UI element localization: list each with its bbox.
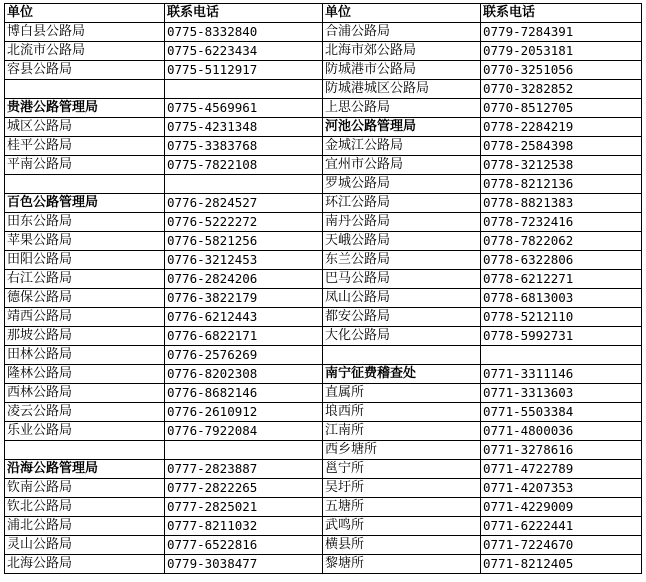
left-unit-cell: 容县公路局 xyxy=(5,61,165,80)
left-phone-cell: 0776-2610912 xyxy=(165,403,323,422)
table-row xyxy=(5,194,642,213)
left-phone-cell: 0776-3822179 xyxy=(165,289,323,308)
left-unit-cell: 桂平公路局 xyxy=(5,137,165,156)
left-unit-cell: 右江公路局 xyxy=(5,270,165,289)
left-phone-cell: 0775-5112917 xyxy=(165,61,323,80)
right-unit-cell: 武鸣所 xyxy=(323,517,481,536)
right-phone-cell: 0771-4229009 xyxy=(481,498,642,517)
left-unit-cell xyxy=(5,80,165,99)
right-unit-cell: 合浦公路局 xyxy=(323,23,481,42)
left-unit-cell xyxy=(5,441,165,460)
header-unit-right: 单位 xyxy=(323,4,481,23)
left-unit-cell: 钦北公路局 xyxy=(5,498,165,517)
left-unit-cell: 北海公路局 xyxy=(5,555,165,574)
right-unit-cell: 南丹公路局 xyxy=(323,213,481,232)
header-unit-left: 单位 xyxy=(5,4,165,23)
right-phone-cell: 0771-5503384 xyxy=(481,403,642,422)
table-row xyxy=(5,99,642,118)
table-row xyxy=(5,80,642,99)
left-phone-cell: 0777-8211032 xyxy=(165,517,323,536)
right-unit-cell: 天峨公路局 xyxy=(323,232,481,251)
left-unit-cell: 田林公路局 xyxy=(5,346,165,365)
right-phone-cell: 0771-3278616 xyxy=(481,441,642,460)
right-unit-cell: 五塘所 xyxy=(323,498,481,517)
left-unit-cell: 百色公路管理局 xyxy=(5,194,165,213)
table-row xyxy=(5,479,642,498)
left-unit-cell: 贵港公路管理局 xyxy=(5,99,165,118)
right-phone-cell: 0770-3251056 xyxy=(481,61,642,80)
right-phone-cell: 0778-7232416 xyxy=(481,213,642,232)
right-unit-cell xyxy=(323,346,481,365)
left-phone-cell: 0776-8202308 xyxy=(165,365,323,384)
header-row xyxy=(5,4,642,23)
right-unit-cell: 直属所 xyxy=(323,384,481,403)
left-phone-cell: 0776-5821256 xyxy=(165,232,323,251)
table-row xyxy=(5,327,642,346)
left-phone-cell: 0775-7822108 xyxy=(165,156,323,175)
right-phone-cell: 0779-7284391 xyxy=(481,23,642,42)
left-unit-cell: 田阳公路局 xyxy=(5,251,165,270)
table-row xyxy=(5,213,642,232)
left-phone-cell: 0779-3038477 xyxy=(165,555,323,574)
left-phone-cell: 0776-2576269 xyxy=(165,346,323,365)
left-phone-cell: 0775-4231348 xyxy=(165,118,323,137)
right-unit-cell: 黎塘所 xyxy=(323,555,481,574)
table-row xyxy=(5,251,642,270)
contacts-table xyxy=(4,3,642,574)
right-phone-cell: 0778-7822062 xyxy=(481,232,642,251)
left-unit-cell: 凌云公路局 xyxy=(5,403,165,422)
table-row xyxy=(5,422,642,441)
table-row xyxy=(5,232,642,251)
right-unit-cell: 宜州市公路局 xyxy=(323,156,481,175)
table-row xyxy=(5,365,642,384)
left-phone-cell: 0776-2824527 xyxy=(165,194,323,213)
right-unit-cell: 北海市郊公路局 xyxy=(323,42,481,61)
table-row xyxy=(5,289,642,308)
right-unit-cell: 江南所 xyxy=(323,422,481,441)
left-unit-cell: 苹果公路局 xyxy=(5,232,165,251)
left-unit-cell: 浦北公路局 xyxy=(5,517,165,536)
left-phone-cell: 0775-6223434 xyxy=(165,42,323,61)
left-unit-cell: 博白县公路局 xyxy=(5,23,165,42)
right-phone-cell: 0778-6212271 xyxy=(481,270,642,289)
left-phone-cell: 0775-3383768 xyxy=(165,137,323,156)
right-phone-cell: 0778-5992731 xyxy=(481,327,642,346)
right-phone-cell: 0771-7224670 xyxy=(481,536,642,555)
right-unit-cell: 西乡塘所 xyxy=(323,441,481,460)
right-phone-cell: 0771-4207353 xyxy=(481,479,642,498)
left-unit-cell: 乐业公路局 xyxy=(5,422,165,441)
right-unit-cell: 防城港市公路局 xyxy=(323,61,481,80)
right-phone-cell: 0771-6222441 xyxy=(481,517,642,536)
left-phone-cell: 0776-6822171 xyxy=(165,327,323,346)
table-body xyxy=(5,23,642,574)
left-unit-cell: 城区公路局 xyxy=(5,118,165,137)
left-unit-cell: 靖西公路局 xyxy=(5,308,165,327)
left-unit-cell: 德保公路局 xyxy=(5,289,165,308)
right-unit-cell: 环江公路局 xyxy=(323,194,481,213)
left-unit-cell: 平南公路局 xyxy=(5,156,165,175)
table-row xyxy=(5,137,642,156)
left-phone-cell: 0776-6212443 xyxy=(165,308,323,327)
left-phone-cell: 0777-2822265 xyxy=(165,479,323,498)
right-phone-cell: 0778-2584398 xyxy=(481,137,642,156)
table-row xyxy=(5,536,642,555)
left-unit-cell: 西林公路局 xyxy=(5,384,165,403)
left-unit-cell xyxy=(5,175,165,194)
table-row xyxy=(5,308,642,327)
right-unit-cell: 上思公路局 xyxy=(323,99,481,118)
right-unit-cell: 凤山公路局 xyxy=(323,289,481,308)
table-row xyxy=(5,441,642,460)
left-phone-cell: 0775-8332840 xyxy=(165,23,323,42)
left-phone-cell: 0776-7922084 xyxy=(165,422,323,441)
right-unit-cell: 邕宁所 xyxy=(323,460,481,479)
right-phone-cell: 0771-8212405 xyxy=(481,555,642,574)
left-phone-cell xyxy=(165,175,323,194)
left-unit-cell: 钦南公路局 xyxy=(5,479,165,498)
right-unit-cell: 都安公路局 xyxy=(323,308,481,327)
right-phone-cell: 0771-3313603 xyxy=(481,384,642,403)
right-unit-cell: 巴马公路局 xyxy=(323,270,481,289)
left-phone-cell: 0776-2824206 xyxy=(165,270,323,289)
right-phone-cell: 0778-6322806 xyxy=(481,251,642,270)
table-row xyxy=(5,517,642,536)
left-phone-cell xyxy=(165,80,323,99)
left-phone-cell: 0777-2825021 xyxy=(165,498,323,517)
right-unit-cell: 金城江公路局 xyxy=(323,137,481,156)
right-unit-cell: 南宁征费稽查处 xyxy=(323,365,481,384)
table-row xyxy=(5,118,642,137)
right-unit-cell: 大化公路局 xyxy=(323,327,481,346)
right-unit-cell: 罗城公路局 xyxy=(323,175,481,194)
table-row xyxy=(5,555,642,574)
table-row xyxy=(5,23,642,42)
header-phone-left: 联系电话 xyxy=(165,4,323,23)
right-phone-cell: 0778-5212110 xyxy=(481,308,642,327)
right-unit-cell: 防城港城区公路局 xyxy=(323,80,481,99)
left-phone-cell: 0776-8682146 xyxy=(165,384,323,403)
left-unit-cell: 灵山公路局 xyxy=(5,536,165,555)
table-row xyxy=(5,460,642,479)
left-phone-cell: 0776-5222272 xyxy=(165,213,323,232)
right-phone-cell: 0778-2284219 xyxy=(481,118,642,137)
table-row xyxy=(5,498,642,517)
left-unit-cell: 沿海公路管理局 xyxy=(5,460,165,479)
right-phone-cell xyxy=(481,346,642,365)
right-phone-cell: 0770-8512705 xyxy=(481,99,642,118)
right-phone-cell: 0778-8821383 xyxy=(481,194,642,213)
right-unit-cell: 河池公路管理局 xyxy=(323,118,481,137)
right-phone-cell: 0778-8212136 xyxy=(481,175,642,194)
left-phone-cell: 0777-6522816 xyxy=(165,536,323,555)
header-phone-right: 联系电话 xyxy=(481,4,642,23)
left-unit-cell: 田东公路局 xyxy=(5,213,165,232)
left-unit-cell: 北流市公路局 xyxy=(5,42,165,61)
right-unit-cell: 横县所 xyxy=(323,536,481,555)
table-row xyxy=(5,403,642,422)
right-phone-cell: 0771-4722789 xyxy=(481,460,642,479)
right-phone-cell: 0770-3282852 xyxy=(481,80,642,99)
table-row xyxy=(5,42,642,61)
right-unit-cell: 埌西所 xyxy=(323,403,481,422)
table-row xyxy=(5,61,642,80)
left-phone-cell: 0775-4569961 xyxy=(165,99,323,118)
right-phone-cell: 0771-4800036 xyxy=(481,422,642,441)
table-row xyxy=(5,175,642,194)
table-row xyxy=(5,346,642,365)
right-phone-cell: 0778-3212538 xyxy=(481,156,642,175)
right-phone-cell: 0779-2053181 xyxy=(481,42,642,61)
left-phone-cell: 0777-2823887 xyxy=(165,460,323,479)
left-unit-cell: 那坡公路局 xyxy=(5,327,165,346)
table-row xyxy=(5,270,642,289)
right-unit-cell: 吴圩所 xyxy=(323,479,481,498)
left-phone-cell xyxy=(165,441,323,460)
right-unit-cell: 东兰公路局 xyxy=(323,251,481,270)
table-row xyxy=(5,156,642,175)
left-phone-cell: 0776-3212453 xyxy=(165,251,323,270)
right-phone-cell: 0778-6813003 xyxy=(481,289,642,308)
left-unit-cell: 隆林公路局 xyxy=(5,365,165,384)
table-row xyxy=(5,384,642,403)
right-phone-cell: 0771-3311146 xyxy=(481,365,642,384)
